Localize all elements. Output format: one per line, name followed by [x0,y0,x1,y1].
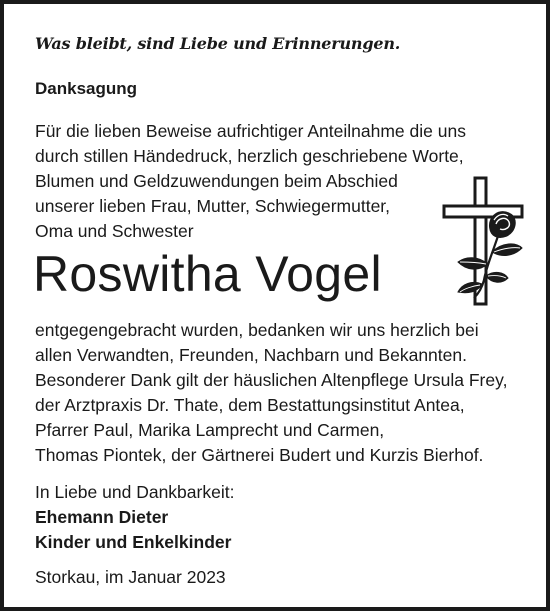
closing-intro: In Liebe und Dankbarkeit: [35,482,235,502]
thanks-line: Besonderer Dank gilt der häuslichen Altenpflege Ursula Frey, [35,370,508,390]
thanks-line: allen Verwandten, Freunden, Nachbarn und Bekannten. [35,345,467,365]
thanks-paragraph [35,318,507,468]
thanks-line: entgegengebracht wurden, bedanken wir uns herzlich bei [35,320,479,340]
deceased-name: Roswitha Vogel [33,246,382,302]
thanks-line: Thomas Piontek, der Gärtnerei Budert und Kurzis Bierhof. [35,445,484,465]
thanks-line: Pfarrer Paul, Marika Lamprecht und Carmen, [35,420,385,440]
intro-line: durch stillen Händedruck, herzlich geschriebene Worte, [35,146,464,166]
intro-line: Blumen und Geldzuwendungen beim Abschied [35,171,398,191]
signer: Ehemann Dieter [35,507,169,527]
heading: Danksagung [35,79,138,98]
closing-block [35,480,234,555]
signer: Kinder und Enkelkinder [35,532,232,552]
place-date: Storkau, im Januar 2023 [35,567,226,587]
cross-with-rose-icon [442,176,526,308]
thanks-line: der Arztpraxis Dr. Thate, dem Bestattungsinstitut Antea, [35,395,465,415]
intro-paragraph [35,119,466,244]
intro-line: unserer lieben Frau, Mutter, Schwiegermutter, [35,196,391,216]
motto: Was bleibt, sind Liebe und Erinnerungen. [35,34,401,53]
intro-line: Für die lieben Beweise aufrichtiger Anteilnahme die uns [35,121,466,141]
intro-line: Oma und Schwester [35,221,194,241]
